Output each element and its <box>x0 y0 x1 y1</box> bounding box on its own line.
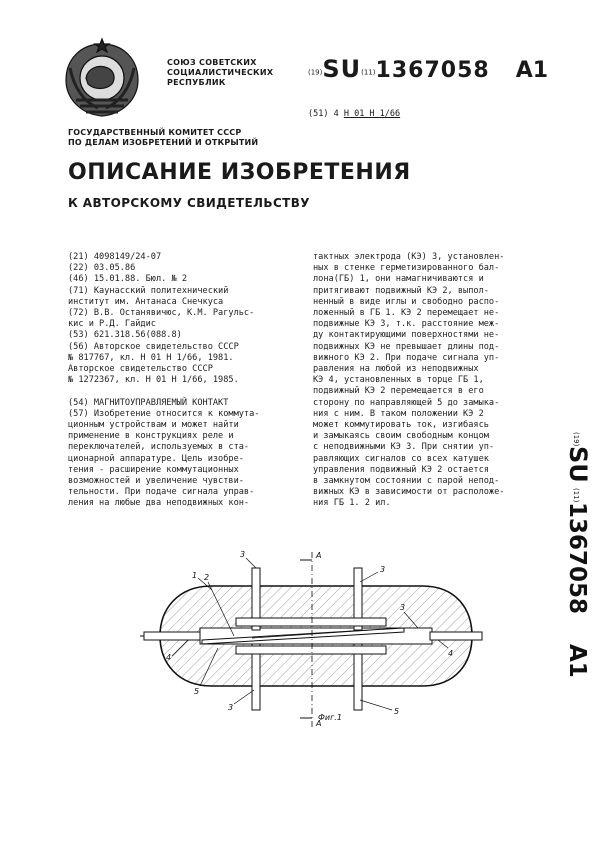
publication-number <box>308 55 548 83</box>
abstract-line: КЭ 4, установленных в торце ГБ 1, <box>313 375 484 386</box>
abstract-line: ления на любые два неподвижных кон- <box>68 498 250 509</box>
figure-label: 3 <box>400 603 406 612</box>
vertical-tag-11: (11) <box>572 488 580 503</box>
biblio-line: (56) Авторское свидетельство СССР <box>68 341 239 352</box>
abstract-line: управления подвижный КЭ 2 остается <box>313 464 489 475</box>
end-electrode-right <box>430 632 482 640</box>
vertical-patent-stamp <box>544 430 592 690</box>
figure-label: 5 <box>394 707 400 716</box>
patent-number: 1367058 <box>375 58 490 83</box>
abstract-line: возможностей и увеличение чувстви- <box>68 476 244 487</box>
document-subtitle: К АВТОРСКОМУ СВИДЕТЕЛЬСТВУ <box>68 196 310 210</box>
abstract-line: может коммутировать ток, изгибаясь <box>313 420 489 431</box>
figure-label: 5 <box>194 687 200 696</box>
abstract-line: подвижных КЭ не превышает длины под- <box>313 341 500 352</box>
abstract-line: ния с ним. В таком положении КЭ 2 <box>313 408 484 419</box>
abstract-line: притягивают подвижный КЭ 2, выпол- <box>313 285 489 296</box>
biblio-line: (71) Каунасский политехнический <box>68 285 229 296</box>
ipc-code: H 01 H 1/66 <box>343 109 401 119</box>
tag-51: (51) 4 <box>308 109 339 119</box>
abstract-line: ных в стенке герметизированного бал- <box>313 263 500 274</box>
figure-label: 4 <box>166 653 172 662</box>
section-mark-bottom: А <box>316 719 322 728</box>
tag-11: (11) <box>361 68 376 77</box>
abstract-line: вижных КЭ в зависимости от расположе- <box>313 487 505 498</box>
figure-1-drawing <box>142 548 487 733</box>
abstract-line: ционным устройствам и может найти <box>68 420 239 431</box>
agency-line: РЕСПУБЛИК <box>167 78 226 87</box>
figure-label: 1 <box>192 571 198 580</box>
abstract-line: сторону по направляющей 5 до замыка- <box>313 397 500 408</box>
tag-19: (19) <box>308 68 323 77</box>
figure-label: 2 <box>204 573 210 582</box>
vertical-country: SU <box>564 446 592 483</box>
abstract-line: подвижные КЭ 3, т.к. расстояние меж- <box>313 319 500 330</box>
abstract-line: равления на любой из неподвижных <box>313 364 479 375</box>
abstract-line: в замкнутом состоянии с парой непод- <box>313 476 500 487</box>
abstract-line: применение в конструкциях реле и <box>68 431 234 442</box>
agency-line: СОЦИАЛИСТИЧЕСКИХ <box>167 68 274 77</box>
biblio-line: (22) 03.05.86 <box>68 263 136 274</box>
biblio-line: (21) 4098149/24-07 <box>68 252 162 262</box>
figure-caption: Фиг.1 <box>318 713 342 722</box>
biblio-line: Авторское свидетельство СССР <box>68 364 213 375</box>
agency-line: СОЮЗ СОВЕТСКИХ <box>167 58 257 67</box>
agency-name <box>167 58 273 88</box>
abstract-line: с неподвижными КЭ 3. При снятии уп- <box>313 442 495 453</box>
committee-name <box>68 128 258 148</box>
biblio-line: кис и Р.Д. Гайдис <box>68 319 156 330</box>
biblio-line: (72) В.В. Останявичюс, К.М. Рагульс- <box>68 308 255 319</box>
left-column <box>68 252 296 510</box>
abstract-line: ду контактирующими поверхностями не- <box>313 330 500 341</box>
end-electrode-left <box>144 632 200 640</box>
invention-title: (54) МАГНИТОУПРАВЛЯЕМЫЙ КОНТАКТ <box>68 397 229 408</box>
abstract-line: ния ГБ 1. 2 ил. <box>313 498 391 509</box>
biblio-line: институт им. Антанаса Снечкуса <box>68 296 224 307</box>
abstract-line: подвижный КЭ 2 перемещается в его <box>313 386 484 397</box>
vertical-patent-number: 1367058 <box>564 502 590 615</box>
figure-label: 3 <box>380 565 386 574</box>
committee-line: ПО ДЕЛАМ ИЗОБРЕТЕНИЙ И ОТКРЫТИЙ <box>68 138 259 147</box>
committee-line: ГОСУДАРСТВЕННЫЙ КОМИТЕТ СССР <box>68 128 242 137</box>
abstract-line: тельности. При подаче сигнала управ- <box>68 487 255 498</box>
biblio-line: (53) 621.318.56(088.8) <box>68 330 182 341</box>
right-column <box>313 252 541 510</box>
abstract-line: ционарной аппаратуре. Цель изобре- <box>68 453 244 464</box>
vertical-tag-19: (19) <box>572 432 580 447</box>
country-code: SU <box>322 55 362 83</box>
abstract-line: и замыкаясь своим свободным концом <box>313 431 489 442</box>
section-mark-top: А <box>316 551 322 560</box>
biblio-line: № 817767, кл. Н 01 Н 1/66, 1981. <box>68 352 234 363</box>
ussr-emblem-icon <box>58 38 146 120</box>
abstract-line: лона(ГБ) 1, они намагничиваются и <box>313 274 484 285</box>
abstract-line: переключателей, используемых в ста- <box>68 442 250 453</box>
biblio-line: № 1272367, кл. Н 01 Н 1/66, 1985. <box>68 375 239 386</box>
abstract-line: равляющих сигналов со всех катушек <box>313 453 489 464</box>
abstract-line: (57) Изобретение относится к коммута- <box>68 408 260 419</box>
figure-label: 3 <box>228 703 234 712</box>
vertical-kind: A1 <box>564 644 590 678</box>
abstract-line: тения - расширение коммутационных <box>68 464 239 475</box>
abstract-line: ложенный в ГБ 1. КЭ 2 перемещает не- <box>313 308 500 319</box>
ipc-classification <box>308 109 400 119</box>
figure-label: 3 <box>240 550 246 559</box>
biblio-line: (46) 15.01.88. Бюл. № 2 <box>68 274 187 285</box>
abstract-line: вижного КЭ 2. При подаче сигнала уп- <box>313 352 500 363</box>
abstract-line: тактных электрода (КЭ) 3, установлен- <box>313 252 505 262</box>
abstract-line: ненный в виде иглы и свободно распо- <box>313 296 500 307</box>
kind-code: A1 <box>515 58 549 83</box>
figure-label: 4 <box>448 649 454 658</box>
document-title: ОПИСАНИЕ ИЗОБРЕТЕНИЯ <box>68 160 411 185</box>
